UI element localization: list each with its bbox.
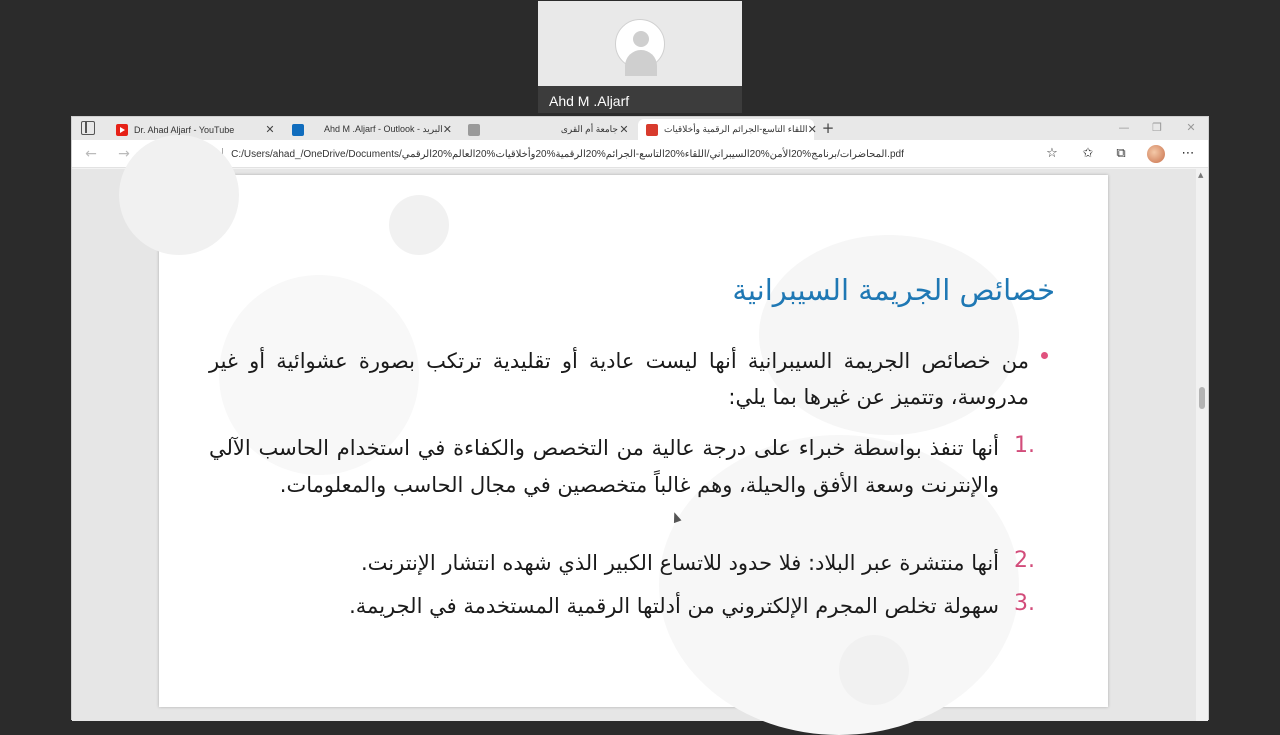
- back-icon[interactable]: ←: [85, 146, 97, 162]
- tab-label: Dr. Ahad Aljarf - YouTube: [134, 124, 235, 135]
- participant-tile[interactable]: [538, 1, 742, 113]
- tab-label: جامعة أم القرى: [560, 124, 618, 134]
- list-item: أنها تنفذ بواسطة خبراء على درجة عالية من التخصص والكفاءة في استخدام الحاسب الآلي والإنترنت وسعة الأفق والحيلة، وهم غالباً متخصصين في مجال الحاسب والمعلومات.: [209, 436, 999, 497]
- scroll-thumb[interactable]: [1199, 387, 1205, 409]
- slide-title: خصائص الجريمة السيبرانية: [732, 273, 1055, 307]
- close-icon[interactable]: ✕: [807, 124, 817, 136]
- tab-label: اللقاء التاسع-الجرائم الرقمية وأخلاقيات: [664, 124, 808, 134]
- minimize-icon[interactable]: —: [1118, 121, 1130, 134]
- tab-label: Ahd M .Aljarf - Outlook - البريد: [324, 124, 443, 134]
- url-field[interactable]: [180, 144, 1060, 164]
- favorites-icon[interactable]: ✩: [1082, 146, 1094, 161]
- university-icon: [468, 124, 480, 136]
- tab-outlook[interactable]: [284, 119, 458, 140]
- avatar: [615, 19, 665, 69]
- list-number: 3.: [1014, 591, 1035, 616]
- pdf-viewer: [72, 169, 1208, 721]
- list-item: أنها منتشرة عبر البلاد: فلا حدود للاتساع الكبير الذي شهده انتشار الإنترنت.: [360, 551, 999, 575]
- collections-icon[interactable]: ⧉: [1116, 146, 1126, 161]
- tab-university[interactable]: [460, 119, 636, 140]
- scroll-up-icon[interactable]: ▲: [1198, 171, 1204, 179]
- participant-name: Ahd M .Aljarf: [549, 93, 630, 109]
- youtube-icon: [116, 124, 128, 136]
- tab-actions-icon[interactable]: [81, 121, 95, 135]
- bullet-text: من خصائص الجريمة السيبرانية أنها ليست عادية أو تقليدية ترتكب بصورة عشوائية أو غير مدروسة، وتتميز عن غيرها بما يلي:: [209, 349, 1029, 409]
- new-tab-icon[interactable]: +: [821, 119, 835, 137]
- close-icon[interactable]: ✕: [265, 124, 275, 136]
- close-icon[interactable]: ✕: [442, 124, 452, 136]
- address-bar: [72, 140, 1208, 168]
- close-icon[interactable]: ✕: [619, 124, 629, 136]
- more-options-icon[interactable]: ⋯: [1181, 146, 1195, 161]
- list-number: 1.: [1014, 433, 1035, 458]
- forward-icon[interactable]: →: [118, 146, 130, 162]
- add-favorite-icon[interactable]: ☆: [1046, 146, 1058, 161]
- window-close-icon[interactable]: ✕: [1186, 121, 1196, 134]
- restore-icon[interactable]: ❐: [1152, 121, 1162, 134]
- browser-window: [71, 116, 1209, 720]
- bullet-icon: [1041, 352, 1048, 359]
- outlook-icon: [292, 124, 304, 136]
- list-number: 2.: [1014, 548, 1035, 573]
- pdf-page: [159, 175, 1108, 707]
- tab-pdf[interactable]: [638, 119, 817, 140]
- pdf-icon: [646, 124, 658, 136]
- url-text: C:/Users/ahad_/OneDrive/Documents/المحاضرات/برنامج%20الأمن%20السيبراني/اللقاء%20التاسع-الجرائم%20الرقمية%20وأخلاقيات%20العالم%20الرقمي.pdf: [231, 148, 904, 160]
- scrollbar[interactable]: [1196, 169, 1208, 721]
- list-item: سهولة تخلص المجرم الإلكتروني من أدلتها الرقمية المستخدمة في الجريمة.: [349, 594, 999, 618]
- participant-video: [538, 1, 742, 86]
- tab-bar: [72, 117, 1208, 140]
- profile-avatar[interactable]: [1147, 145, 1165, 163]
